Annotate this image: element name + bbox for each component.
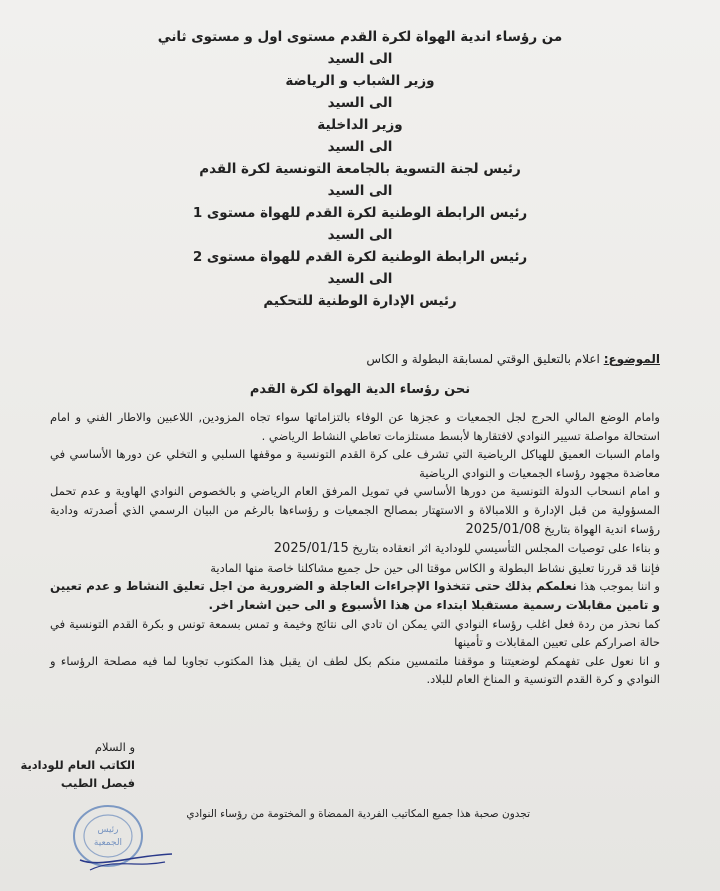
addressee-line-2: وزير الشباب و الرياضة — [285, 73, 435, 89]
letter-heading: نحن رؤساء الدية الهواة لكرة القدم — [249, 382, 471, 397]
paragraph-5: فإننا قد قررنا تعليق نشاط البطولة و الكاس موقتا الى حين حل جميع مشاكلنا خاصة منها المادية — [210, 560, 660, 575]
stamp-icon — [60, 798, 180, 888]
svg-text:رئيس: رئيس — [97, 825, 119, 835]
paragraph-6-normal: و اننا بموجب هذا — [580, 579, 660, 594]
paragraph-2: وامام السبات العميق للهياكل الرياضية التي تشرف على كرة القدم التونسية و موقفها السلبي و التخلي عن دورها الأساسي في معاضدة مجهود رؤساء الجمعيات و النوادي الرياضية — [50, 447, 660, 480]
paragraph-1: وامام الوضع المالي الحرج لجل الجمعيات و عجزها عن الوفاء بالتزاماتها سواء تجاه المزودين, اللاعبين والاطار الفني و امام استحالة مواصلة تسيير النوادي لافتقارها لأبسط مستلزمات تعاطي النشاط الرياضي . — [50, 410, 660, 443]
addressee-line-5: الى السيد — [327, 139, 393, 155]
subject-label: الموضوع: — [603, 352, 660, 366]
paragraph-3-text: و امام انسحاب الدولة التونسية من دورها الأساسي في تمويل المرفق العام الرياضي و بالخصوص النوادي الهاوية و عدم تحمل المسؤولية من قبل الإدارة و اللامبالاة و الاستهتار بمصالح الجمعيات و رؤساءها بالرغم من البيان الرسمي الذي أصدرته ودادية رؤساء اندية الهواة بتاريخ — [50, 484, 660, 536]
paragraph-7: كما نحذر من ردة فعل اغلب رؤساء النوادي التي يمكن ان تادي الى نتائج وخيمة و تمس بسمعة تونس و بكرة القدم التونسية في حالة اصراركم على تعيين المقابلات و تأمينها — [50, 616, 660, 650]
signature-block — [5, 738, 135, 792]
paragraph-8: و انا نعول على تفهمكم لوضعيتنا و موقفنا ملتمسين منكم بكل لطف ان يقبل هذا المكتوب تجاوبا لما فيه مصلحة الرؤساء و النوادي و كرة القدم التونسية و المناخ العام للبلاد. — [50, 653, 660, 687]
addressee-line-6: رئيس لجنة التسوية بالجامعة التونسية لكرة القدم — [199, 161, 521, 177]
addressee-line-1: الى السيد — [327, 51, 393, 67]
letter-body — [50, 408, 660, 689]
paragraph-4-text: و بناءا على توصيات المجلس التأسيسي للودادية اثر انعقاده بتاريخ — [352, 541, 660, 556]
closing: و السلام — [94, 740, 135, 754]
addressee-line-10: رئيس الرابطة الوطنية لكرة القدم للهواة مستوى 2 — [192, 249, 528, 265]
paragraph-4-date: 2025/01/15 — [273, 541, 349, 557]
addressee-line-12: رئيس الإدارة الوطنية للتحكيم — [263, 293, 457, 309]
paragraph-6 — [50, 577, 660, 614]
paragraph-4 — [50, 539, 660, 559]
paragraph-3-date: 2025/01/08 — [465, 521, 541, 537]
svg-text:الجمعية: الجمعية — [93, 838, 123, 848]
addressee-line-3: الى السيد — [327, 95, 393, 111]
addressee-line-9: الى السيد — [327, 227, 393, 243]
addressee-line-7: الى السيد — [327, 183, 393, 199]
signatory-name: فيصل الطيب — [60, 776, 135, 790]
addressee-line-4: وزير الداخلية — [317, 117, 403, 133]
subject-line — [366, 352, 660, 366]
paragraph-6-bold: نعلمكم بذلك حتى تتخذوا الإجراءات العاجلة و الضرورية من اجل تعليق النشاط و عدم تعيين و تامين مقابلات رسمية مستقبلا ابتداء من هذا الأسبوع و الى حين اشعار اخر. — [50, 579, 660, 612]
letter-header — [0, 26, 720, 312]
addressee-line-11: الى السيد — [327, 271, 393, 287]
footer-note: تجدون صحبة هذا جميع المكاتيب الفردية الممضاة و المختومة من رؤساء النوادي — [186, 808, 530, 820]
sender-line: من رؤساء اندية الهواة لكرة القدم مستوى اول و مستوى ثاني — [157, 29, 563, 45]
subject-text: اعلام بالتعليق الوقتي لمسابقة البطولة و الكاس — [366, 352, 600, 366]
addressee-line-8: رئيس الرابطة الوطنية لكرة القدم للهواة مستوى 1 — [192, 205, 528, 221]
signatory-title: الكاتب العام للودادية — [20, 758, 135, 772]
paragraph-3 — [50, 482, 660, 539]
